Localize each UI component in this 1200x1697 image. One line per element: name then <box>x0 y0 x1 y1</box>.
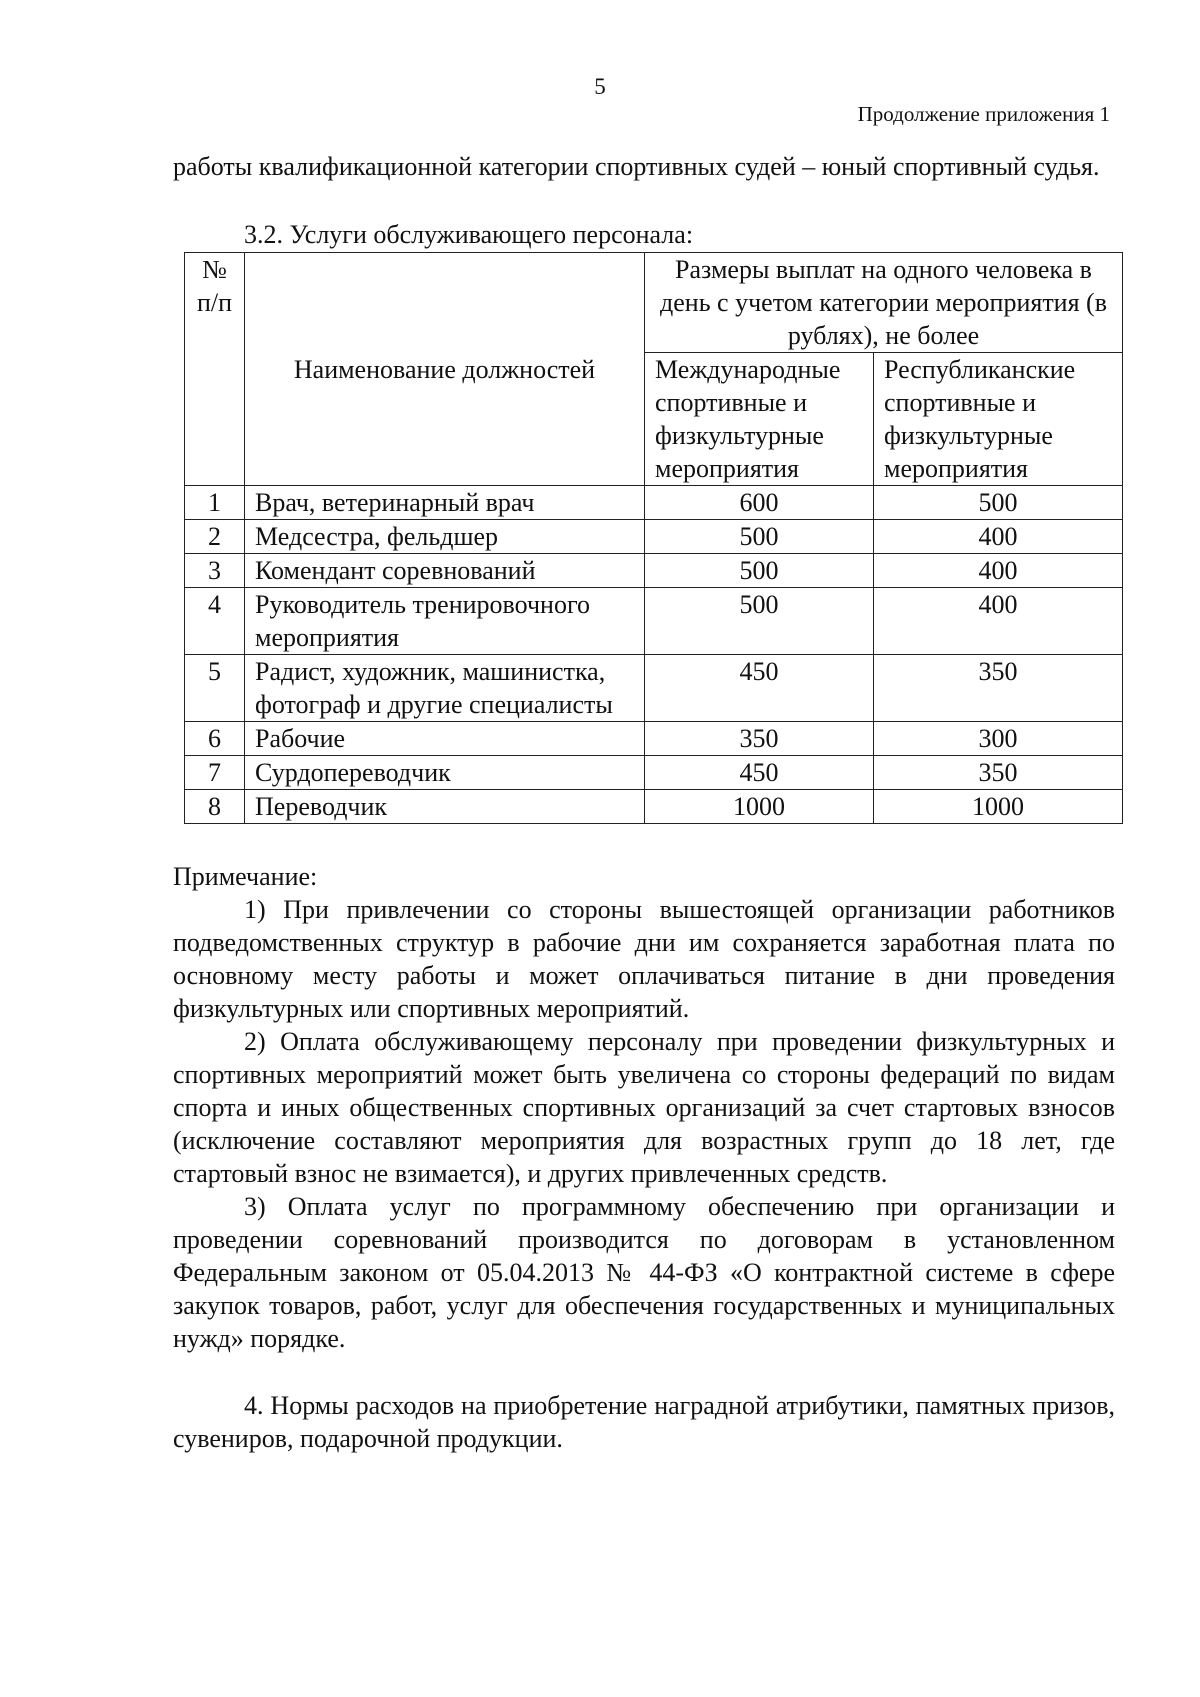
note-item-2: 2) Оплата обслуживающему персоналу при проведении физкультурных и спортивных мероприятий может быть увеличена со стороны федераций по видам спорта и иных общественных спортивных организаций за счет стартовых взносов (исключение составляют мероприятия для возрастных групп до 18 лет, где стартовый взнос не взимается), и других привлеченных средств. <box>173 1027 1115 1188</box>
cell-number: 1 <box>185 486 245 520</box>
cell-republican: 400 <box>874 554 1123 588</box>
header-republican: Республиканские спортивные и физкультурные мероприятия <box>874 353 1123 486</box>
note-item-3: 3) Оплата услуг по программному обеспечению при организации и проведении соревнований производится по договорам в установленном Федеральным законом от 05.04.2013 № 44-ФЗ «О контрактной системе в сфере закупок товаров, работ, услуг для обеспечения государственных и муниципальных нужд» порядке. <box>173 1192 1115 1353</box>
cell-number: 5 <box>185 655 245 722</box>
cell-position: Сурдопереводчик <box>245 756 645 790</box>
cell-number: 7 <box>185 756 245 790</box>
note-title: Примечание: <box>173 862 318 891</box>
header-international: Международные спортивные и физкультурные мероприятия <box>645 353 874 486</box>
header-number: № п/п <box>185 253 245 486</box>
cell-republican: 350 <box>874 655 1123 722</box>
cell-position: Радист, художник, машинистка, фотограф и другие специалисты <box>245 655 645 722</box>
header-payment-group: Размеры выплат на одного человека в день с учетом категории мероприятия (в рублях), не более <box>645 253 1123 353</box>
table-row <box>185 554 1123 588</box>
cell-number: 3 <box>185 554 245 588</box>
table-row <box>185 655 1123 722</box>
section-heading: 3.2. Услуги обслуживающего персонала: <box>244 220 694 249</box>
cell-position: Медсестра, фельдшер <box>245 520 645 554</box>
cell-international: 600 <box>645 486 874 520</box>
cell-international: 1000 <box>645 790 874 824</box>
cell-position: Рабочие <box>245 722 645 756</box>
cell-international: 500 <box>645 554 874 588</box>
note-item-1: 1) При привлечении со стороны вышестоящей организации работников подведомственных структур в рабочие дни им сохраняется заработная плата по основному месту работы и может оплачиваться питание в дни проведения физкультурных или спортивных мероприятий. <box>173 895 1115 1023</box>
table-header-row <box>185 253 1123 353</box>
cell-number: 8 <box>185 790 245 824</box>
cell-republican: 400 <box>874 520 1123 554</box>
page-number: 5 <box>594 74 606 99</box>
cell-republican: 350 <box>874 756 1123 790</box>
table-row <box>185 520 1123 554</box>
cell-republican: 500 <box>874 486 1123 520</box>
cell-number: 2 <box>185 520 245 554</box>
intro-paragraph: работы квалификационной категории спортивных судей – юный спортивный судья. <box>173 152 1100 181</box>
staff-payments-table <box>184 252 1123 824</box>
cell-number: 4 <box>185 588 245 655</box>
cell-international: 450 <box>645 756 874 790</box>
table-row <box>185 722 1123 756</box>
cell-position: Переводчик <box>245 790 645 824</box>
cell-position: Комендант соревнований <box>245 554 645 588</box>
table-row <box>185 756 1123 790</box>
table-row <box>185 588 1123 655</box>
cell-international: 500 <box>645 520 874 554</box>
cell-republican: 1000 <box>874 790 1123 824</box>
cell-international: 450 <box>645 655 874 722</box>
cell-position: Врач, ветеринарный врач <box>245 486 645 520</box>
header-position-name: Наименование должностей <box>245 253 645 486</box>
cell-international: 500 <box>645 588 874 655</box>
cell-international: 350 <box>645 722 874 756</box>
table-row <box>185 790 1123 824</box>
cell-number: 6 <box>185 722 245 756</box>
page-content <box>173 150 1115 1455</box>
section-4-heading: 4. Нормы расходов на приобретение наградной атрибутики, памятных призов, сувениров, подарочной продукции. <box>173 1391 1115 1453</box>
continuation-label: Продолжение приложения 1 <box>857 102 1110 126</box>
cell-republican: 300 <box>874 722 1123 756</box>
cell-position: Руководитель тренировочного мероприятия <box>245 588 645 655</box>
cell-republican: 400 <box>874 588 1123 655</box>
table-row <box>185 486 1123 520</box>
